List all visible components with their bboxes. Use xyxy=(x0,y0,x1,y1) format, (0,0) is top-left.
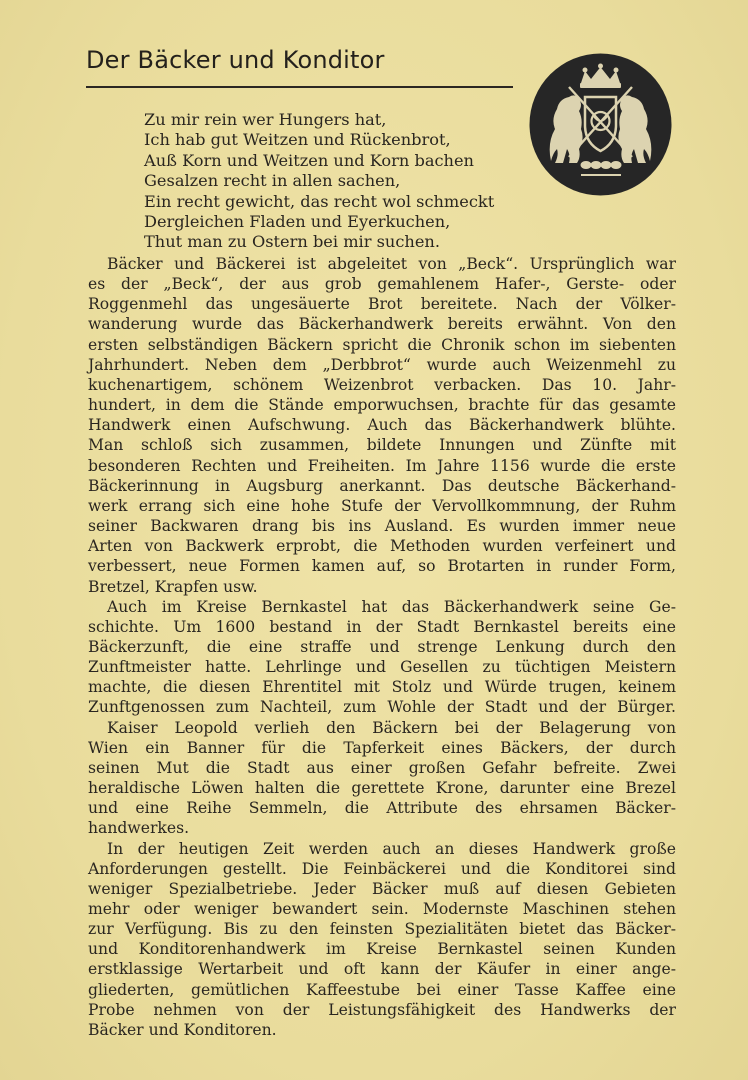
paragraph-today xyxy=(88,839,676,1041)
text-line: Handwerk einen Aufschwung. Auch das Bäckerhandwerk blühte. xyxy=(88,416,676,435)
paragraph-bernkastel xyxy=(88,597,676,718)
text-line: Roggenmehl das ungesäuerte Brot bereitete. Nach der Völker- xyxy=(88,295,676,314)
bakers-guild-coat-of-arms-icon xyxy=(529,53,672,196)
text-line: Bäckerinnung in Augsburg anerkannt. Das deutsche Bäckerhand- xyxy=(88,476,676,495)
text-line: handwerkes. xyxy=(88,819,190,838)
text-line: wanderung wurde das Bäckerhandwerk bereits erwähnt. Von den xyxy=(88,315,676,334)
text-line: Man schloß sich zusammen, bildete Innungen und Zünfte mit xyxy=(88,436,676,455)
text-line: besonderen Rechten und Freiheiten. Im Jahre 1156 wurde die erste xyxy=(88,456,676,475)
text-line: werk errang sich eine hohe Stufe der Vervollkommnung, der Ruhm xyxy=(88,496,676,515)
poem-line: Thut man zu Ostern bei mir suchen. xyxy=(144,232,440,252)
paragraph-history xyxy=(88,254,676,597)
text-line: Auch im Kreise Bernkastel hat das Bäckerhandwerk seine Ge- xyxy=(107,597,676,616)
poem-line: Ich hab gut Weitzen und Rückenbrot, xyxy=(144,130,451,150)
text-line: Kaiser Leopold verlieh den Bäckern bei der Belagerung von xyxy=(107,718,676,737)
text-line: und eine Reihe Semmeln, die Attribute des ehrsamen Bäcker- xyxy=(88,799,676,818)
text-line: In der heutigen Zeit werden auch an dieses Handwerk große xyxy=(107,839,676,858)
text-line: zur Verfügung. Bis zu den feinsten Spezialitäten bietet das Bäcker- xyxy=(88,920,676,939)
text-line: Zunftmeister hatte. Lehrlinge und Gesellen zu tüchtigen Meistern xyxy=(88,658,676,677)
text-line: Probe nehmen von der Leistungsfähigkeit des Handwerks der xyxy=(88,1000,676,1019)
text-line: kuchenartigem, schönem Weizenbrot verbacken. Das 10. Jahr- xyxy=(88,375,676,394)
text-line: Zunftgenossen zum Nachteil, zum Wohle der Stadt und der Bürger. xyxy=(88,698,676,717)
poem-line: Zu mir rein wer Hungers hat, xyxy=(144,110,387,129)
poem-line: Gesalzen recht in allen sachen, xyxy=(144,171,401,191)
text-line: Bäckerzunft, die eine straffe und strenge Lenkung durch den xyxy=(88,637,676,656)
text-line: es der „Beck“, der aus grob gemahlenem Hafer-, Gerste- oder xyxy=(88,275,676,294)
text-line: verbessert, neue Formen kamen auf, so Brotarten in runder Form, xyxy=(88,557,676,576)
text-line: Bäcker und Bäckerei ist abgeleitet von „Beck“. Ursprünglich war xyxy=(107,255,676,273)
text-line: Jahrhundert. Neben dem „Derbbrot“ wurde auch Weizenmehl zu xyxy=(88,355,676,374)
page-title: Der Bäcker und Konditor xyxy=(86,46,385,74)
text-line: Arten von Backwerk erprobt, die Methoden wurden verfeinert und xyxy=(88,537,676,556)
text-line: seinen Mut die Stadt aus einer großen Gefahr befreite. Zwei xyxy=(88,758,676,777)
text-line: mehr oder weniger bewandert sein. Modernste Maschinen stehen xyxy=(88,900,676,918)
poem-verse xyxy=(144,110,494,253)
text-line: Bäcker und Konditoren. xyxy=(88,1020,277,1039)
text-line: Anforderungen gestellt. Die Feinbäckerei und die Konditorei sind xyxy=(88,859,676,878)
poem-line: Auß Korn und Weitzen und Korn bachen xyxy=(144,150,474,170)
text-line: Bretzel, Krapfen usw. xyxy=(88,577,258,596)
text-line: weniger Spezialbetriebe. Jeder Bäcker muß auf diesen Gebieten xyxy=(88,879,676,898)
text-line: erstklassige Wertarbeit und oft kann der Käufer in einer ange- xyxy=(88,960,676,979)
text-line: hundert, in dem die Stände emporwuchsen, brachte für das gesamte xyxy=(88,396,676,415)
text-line: schichte. Um 1600 bestand in der Stadt Bernkastel bereits eine xyxy=(88,617,676,636)
text-line: Wien ein Banner für die Tapferkeit eines Bäckers, der durch xyxy=(88,738,676,757)
poem-line: Dergleichen Fladen und Eyerkuchen, xyxy=(144,212,451,232)
title-underline xyxy=(86,86,513,88)
article-body xyxy=(88,254,676,1040)
text-line: ersten selbständigen Bäckern spricht die Chronik schon im siebenten xyxy=(88,335,676,354)
poem-line: Ein recht gewicht, das recht wol schmeckt xyxy=(144,191,495,211)
text-line: heraldische Löwen halten die gerettete Krone, darunter eine Brezel xyxy=(88,779,676,798)
paragraph-leopold xyxy=(88,718,676,839)
text-line: machte, die diesen Ehrentitel mit Stolz und Würde trugen, keinem xyxy=(88,678,676,697)
text-line: gliederten, gemütlichen Kaffeestube bei einer Tasse Kaffee eine xyxy=(88,980,676,999)
text-line: seiner Backwaren drang bis ins Ausland. Es wurden immer neue xyxy=(88,517,676,536)
text-line: und Konditorenhandwerk im Kreise Bernkastel seinen Kunden xyxy=(88,940,676,959)
